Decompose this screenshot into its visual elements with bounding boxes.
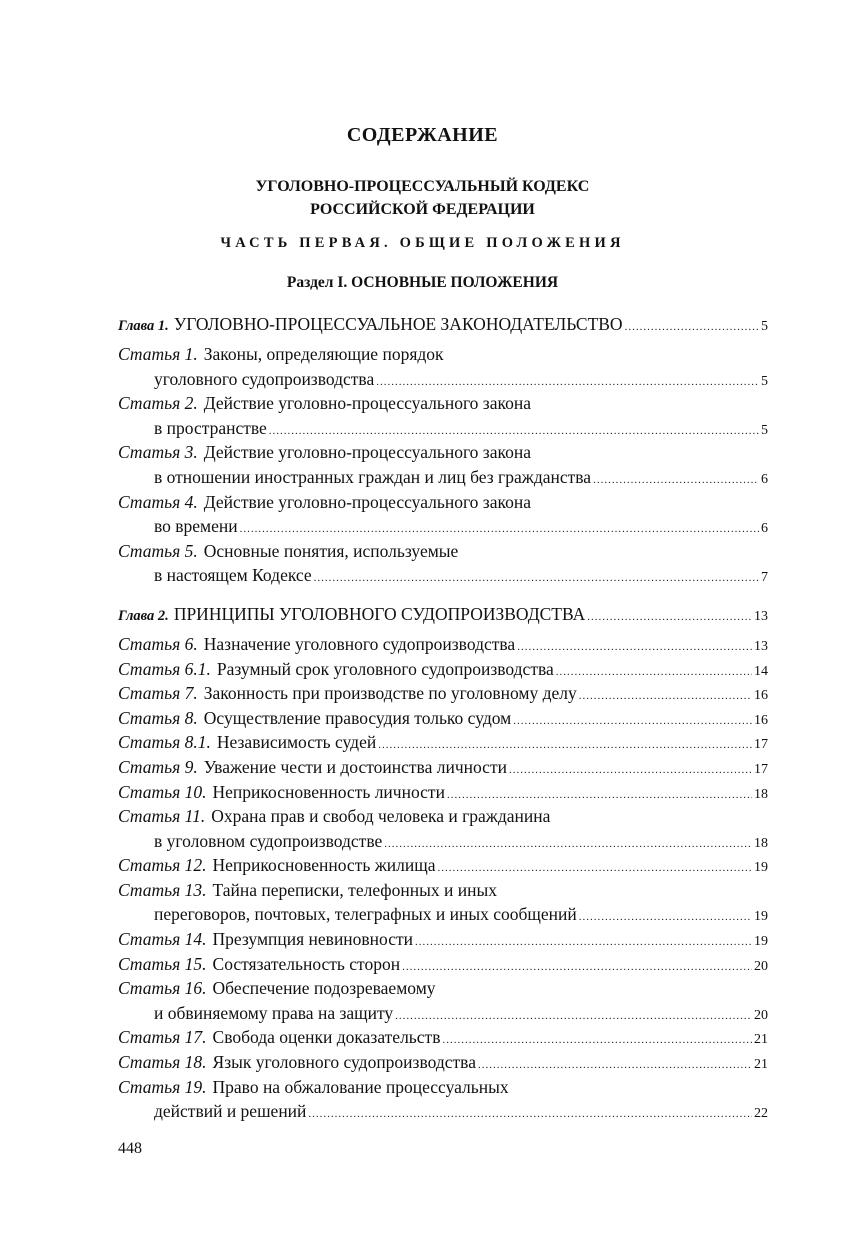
article-title: Основные понятия, используемые (203, 540, 459, 561)
chapter-title: УГОЛОВНО-ПРОЦЕССУАЛЬНОЕ ЗАКОНОДАТЕЛЬСТВО (173, 314, 623, 334)
page-number: 18 (754, 835, 768, 851)
dot-leader (593, 468, 759, 493)
toc-article (118, 490, 768, 515)
toc-article (118, 780, 768, 805)
section-title: Раздел I. ОСНОВНЫЕ ПОЛОЖЕНИЯ (286, 274, 559, 291)
toc-article (118, 657, 768, 682)
dot-leader (402, 955, 752, 980)
page-number: 17 (754, 737, 768, 753)
article-title: Состязательность сторон (212, 953, 401, 974)
chapter-label: Глава 1. (118, 318, 169, 334)
toc-article (118, 632, 768, 657)
page-number: 5 (761, 373, 768, 389)
toc-article (118, 706, 768, 731)
article-title: Законность при производстве по уголовному делу (203, 683, 577, 704)
article-title: Законы, определяющие порядок (203, 344, 444, 364)
toc-article (118, 927, 768, 952)
page-number: 21 (754, 1057, 768, 1073)
article-label: Статья 19. (118, 1076, 207, 1097)
page-number: 6 (761, 471, 768, 487)
chapter-title: ПРИНЦИПЫ УГОЛОВНОГО СУДОПРОИЗВОДСТВА (173, 603, 586, 624)
article-label: Статья 17. (118, 1027, 207, 1048)
article-label: Статья 2. (118, 393, 198, 414)
toc-article (118, 342, 768, 367)
article-title-cont: в отношении иностранных граждан и лиц без гражданства (154, 466, 592, 487)
article-label: Статья 3. (118, 442, 198, 463)
article-label: Статья 9. (118, 756, 198, 777)
page-number: 16 (754, 712, 768, 728)
toc-article (118, 952, 768, 977)
article-title: Действие уголовно-процессуального закона (203, 442, 531, 463)
toc-article (118, 440, 768, 465)
toc-article-continuation (118, 514, 768, 539)
toc-article (118, 878, 768, 903)
toc-article (118, 853, 768, 878)
toc-article-continuation (118, 829, 768, 854)
toc-article-continuation (118, 367, 768, 392)
article-label: Статья 6. (118, 633, 198, 654)
toc-article (118, 1025, 768, 1050)
dot-leader (478, 1053, 752, 1078)
article-label: Статья 12. (118, 855, 207, 876)
page-number: 20 (754, 1007, 768, 1023)
dot-leader (384, 832, 752, 857)
dot-leader (395, 1004, 752, 1029)
article-title: Охрана прав и свобод человека и гражданина (211, 806, 551, 827)
article-label: Статья 4. (118, 491, 198, 512)
code-title (0, 175, 845, 221)
page-number: 13 (754, 608, 768, 624)
dot-leader (509, 758, 752, 783)
article-title-cont: в уголовном судопроизводстве (154, 830, 383, 851)
page-number: 14 (754, 663, 768, 679)
article-title: Язык уголовного судопроизводства (212, 1052, 476, 1073)
toc-article-continuation (118, 1001, 768, 1026)
dot-leader (625, 314, 759, 340)
toc-article (118, 730, 768, 755)
dot-leader (442, 1028, 752, 1053)
toc-article (118, 681, 768, 706)
dot-leader (579, 905, 752, 930)
article-title: Действие уголовно-процессуального закона (203, 491, 531, 512)
article-title: Неприкосновенность жилища (212, 855, 436, 876)
page-number: 16 (754, 688, 768, 704)
dot-leader (415, 930, 752, 955)
toc-article-continuation (118, 902, 768, 927)
article-label: Статья 8. (118, 707, 198, 728)
page-number: 6 (761, 521, 768, 537)
toc-article (118, 1075, 768, 1100)
code-title-line-2: РОССИЙСКОЙ ФЕДЕРАЦИИ (310, 201, 535, 218)
article-label: Статья 16. (118, 978, 207, 999)
article-label: Статья 1. (118, 344, 198, 364)
article-title-cont: переговоров, почтовых, телеграфных и иных сообщений (154, 904, 577, 925)
toc-chapter-1 (118, 311, 768, 337)
article-title: Презумпция невиновности (212, 929, 414, 950)
article-title: Назначение уголовного судопроизводства (203, 633, 516, 654)
toc-chapter-2 (118, 601, 768, 627)
code-title-line-1: УГОЛОВНО-ПРОЦЕССУАЛЬНЫЙ КОДЕКС (255, 178, 590, 195)
article-title: Обеспечение подозреваемому (212, 978, 436, 999)
page-number: 19 (754, 860, 768, 876)
article-label: Статья 5. (118, 540, 198, 561)
dot-leader (579, 684, 752, 709)
dot-leader (314, 566, 759, 591)
dot-leader (513, 709, 752, 734)
page-number: 22 (754, 1106, 768, 1122)
page-number: 19 (754, 909, 768, 925)
article-title: Осуществление правосудия только судом (203, 707, 512, 728)
article-label: Статья 13. (118, 879, 207, 900)
page-number: 21 (754, 1032, 768, 1048)
article-title-cont: во времени (154, 516, 238, 537)
page-number: 17 (754, 761, 768, 777)
page-title: СОДЕРЖАНИЕ (346, 124, 499, 146)
page-number: 7 (761, 570, 768, 586)
toc-article-continuation (118, 416, 768, 441)
article-title: Разумный срок уголовного судопроизводства (216, 658, 554, 679)
dot-leader (587, 604, 752, 630)
article-label: Статья 15. (118, 953, 207, 974)
article-title-cont: в настоящем Кодексе (154, 565, 312, 586)
article-title-cont: и обвиняемому права на защиту (154, 1002, 394, 1023)
article-label: Статья 7. (118, 683, 198, 704)
article-label: Статья 6.1. (118, 658, 211, 679)
article-title-cont: уголовного судопроизводства (154, 368, 375, 389)
article-title: Неприкосновенность личности (212, 781, 445, 802)
toc-article (118, 539, 768, 564)
toc-article (118, 804, 768, 829)
table-of-contents (118, 311, 768, 1124)
page-number: 20 (754, 958, 768, 974)
article-title: Право на обжалование процессуальных (212, 1076, 509, 1097)
article-title: Свобода оценки доказательств (212, 1027, 441, 1048)
page-number: 5 (761, 422, 768, 438)
part-title: ЧАСТЬ ПЕРВАЯ. ОБЩИЕ ПОЛОЖЕНИЯ (220, 235, 625, 251)
toc-article (118, 755, 768, 780)
page-number: 19 (754, 934, 768, 950)
page-number: 18 (754, 786, 768, 802)
article-label: Статья 10. (118, 781, 207, 802)
article-label: Статья 18. (118, 1052, 207, 1073)
toc-article (118, 976, 768, 1001)
toc-article (118, 1050, 768, 1075)
dot-leader (308, 1102, 752, 1127)
article-label: Статья 8.1. (118, 732, 211, 753)
toc-article (118, 391, 768, 416)
article-title: Независимость судей (216, 732, 377, 753)
toc-article-continuation (118, 1099, 768, 1124)
toc-article-continuation (118, 563, 768, 588)
article-title-cont: в пространстве (154, 417, 267, 438)
article-label: Статья 14. (118, 929, 207, 950)
page-number: 5 (761, 319, 768, 334)
article-title-cont: действий и решений (154, 1101, 307, 1122)
article-title: Уважение чести и достоинства личности (203, 756, 507, 777)
article-label: Статья 11. (118, 806, 206, 827)
chapter-label: Глава 2. (118, 607, 169, 624)
article-title: Действие уголовно-процессуального закона (203, 393, 531, 414)
dot-leader (556, 660, 752, 685)
folio-page-number: 448 (118, 1140, 142, 1157)
toc-article-continuation (118, 465, 768, 490)
page-number: 13 (754, 638, 768, 654)
article-title: Тайна переписки, телефонных и иных (212, 879, 497, 900)
